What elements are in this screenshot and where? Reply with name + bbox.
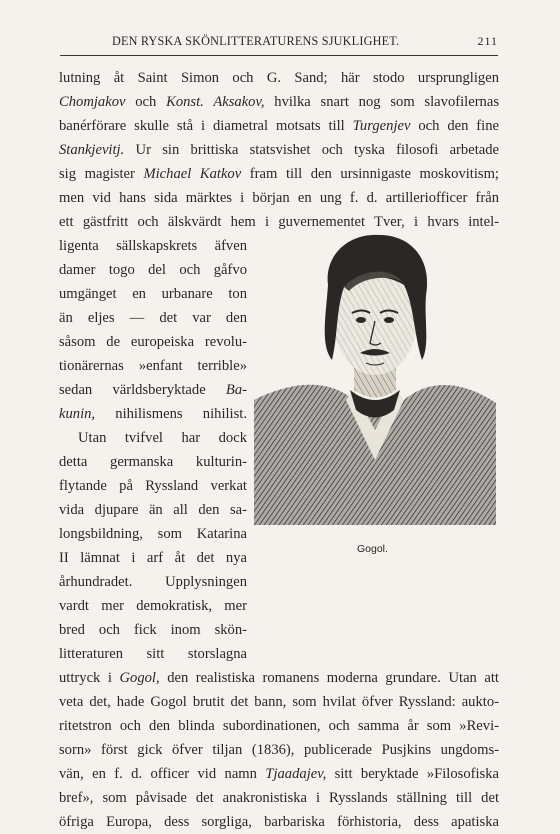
text-line: men vid hans sida märktes i början en ung f. d. artilleriofficer från <box>59 190 499 206</box>
text-line: vardt mer demokratisk, mer <box>59 598 247 614</box>
text-line: kunin, nihilismens nihilist. <box>59 406 247 422</box>
text-line: sedan världsberyktade Ba- <box>59 382 247 398</box>
page-number: 211 <box>477 34 498 48</box>
text-line: än eljes — det var den <box>59 310 247 326</box>
text-line: umgänget en urbanare ton <box>59 286 247 302</box>
text-line: tionärernas »enfant terrible» <box>59 358 247 374</box>
text-line: århundradet. Upplysningen <box>59 574 247 590</box>
running-title: DEN RYSKA SKÖNLITTERATURENS SJUKLIGHET. <box>112 34 400 48</box>
text-line: bref», som påvisade det anakronistiska i Rysslands ställning till det <box>59 790 499 806</box>
text-line: Chomjakov och Konst. Aksakov, hvilka snart nog som slavofilernas <box>59 94 499 110</box>
text-line: detta germanska kulturin- <box>59 454 247 470</box>
text-line: litteraturen sitt storslagna <box>59 646 247 662</box>
text-line: banérförare skulle stå i diametral motsats till Turgenjev och den fine <box>59 118 499 134</box>
figure-caption: Gogol. <box>357 543 388 555</box>
text-line: öfriga Europa, dess sorgliga, barbariska förhistoria, dess apatiska <box>59 814 499 830</box>
page-header <box>60 34 498 52</box>
text-line: bred och fick inom skön- <box>59 622 247 638</box>
text-line: uttryck i Gogol, den realistiska romanens moderna grundare. Utan att <box>59 670 499 686</box>
text-line: lutning åt Saint Simon och G. Sand; här stodo ursprungligen <box>59 70 499 86</box>
text-line: veta det, hade Gogol brutit det bann, som hvilat öfver Ryssland: aukto- <box>59 694 499 710</box>
text-line: flytande på Ryssland verkat <box>59 478 247 494</box>
text-line: ritetstron och den blinda subordinationen, och samma år som »Revi- <box>59 718 499 734</box>
text-line: ligenta sällskapskrets äfven <box>59 238 247 254</box>
text-line: vida djupare än all den sa- <box>59 502 247 518</box>
text-line: damer togo del och gåfvo <box>59 262 247 278</box>
gogol-portrait <box>254 225 496 525</box>
text-line: Stankjevitj. Ur sin brittiska statsvishet och tyska filosofi arbetade <box>59 142 499 158</box>
text-line: såsom de europeiska revolu- <box>59 334 247 350</box>
text-line: II lämnat i arf åt det nya <box>59 550 247 566</box>
text-line: Utan tvifvel har dock <box>78 430 247 446</box>
text-line: ett gästfritt och älskvärdt hem i guvernementet Tver, i hvars intel- <box>59 214 499 230</box>
text-line: vän, en f. d. officer vid namn Tjaadajev, sitt beryktade »Filosofiska <box>59 766 499 782</box>
text-line: longsbildning, som Katarina <box>59 526 247 542</box>
text-line: sig magister Michael Katkov fram till den ursinnigaste moskovitism; <box>59 166 499 182</box>
header-rule <box>60 55 498 56</box>
text-line: sorn» först gick öfver tiljan (1836), publicerade Pusjkins ungdoms- <box>59 742 499 758</box>
